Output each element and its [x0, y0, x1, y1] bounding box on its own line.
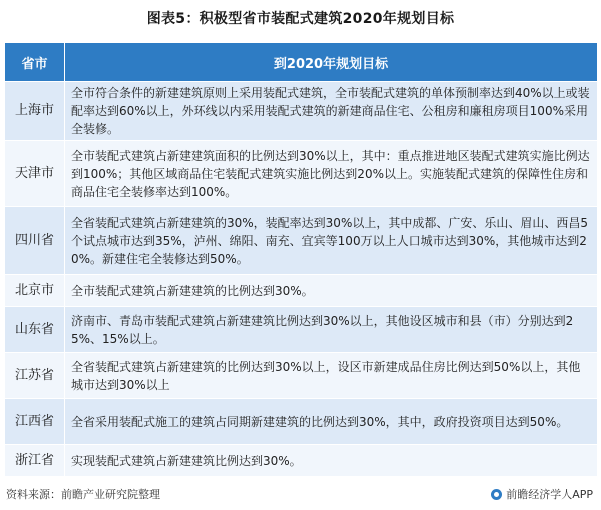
table-row [5, 82, 598, 141]
table-row [5, 353, 598, 399]
province-cell: 四川省 [5, 207, 65, 275]
province-cell: 浙江省 [5, 445, 65, 477]
target-cell: 全省装配式建筑占新建建筑的比例达到30%以上，设区市新建成品住房比例达到50%以上，其他城市达到30%以上 [65, 353, 598, 399]
target-cell: 全市装配式建筑占新建建筑面积的比例达到30%以上，其中：重点推进地区装配式建筑实施比例达到100%；其他区域商品住宅装配式建筑实施比例达到20%以上。实施装配式建筑的保障性住房和商品住宅全装修率达到100%。 [65, 141, 598, 207]
province-cell: 山东省 [5, 307, 65, 353]
table-row [5, 307, 598, 353]
target-cell: 全省采用装配式施工的建筑占同期新建建筑的比例达到30%，其中，政府投资项目达到50%。 [65, 399, 598, 445]
brand-credit [491, 486, 593, 502]
province-cell: 江西省 [5, 399, 65, 445]
table-header-row [5, 43, 598, 82]
column-header-target: 到2020年规划目标 [65, 43, 598, 82]
province-cell: 北京市 [5, 275, 65, 307]
table-row [5, 141, 598, 207]
brand-label: 前瞻经济学人APP [506, 488, 593, 501]
plan-table [4, 42, 598, 477]
target-cell: 全省装配式建筑占新建建筑的30%，装配率达到30%以上，其中成都、广安、乐山、眉山、西昌5个试点城市达到35%，泸州、绵阳、南充、宜宾等100万以上人口城市达到30%，其他城市达到20%。新建住宅全装修达到50%。 [65, 207, 598, 275]
target-cell: 济南市、青岛市装配式建筑占新建建筑比例达到30%以上，其他设区城市和县（市）分别达到25%、15%以上。 [65, 307, 598, 353]
column-header-province: 省市 [5, 43, 65, 82]
table-row [5, 445, 598, 477]
page-title: 图表5：积极型省市装配式建筑2020年规划目标 [146, 11, 455, 27]
source-note: 资料来源：前瞻产业研究院整理 [6, 488, 160, 501]
province-cell: 上海市 [5, 82, 65, 141]
target-cell: 实现装配式建筑占新建建筑比例达到30%。 [65, 445, 598, 477]
target-cell: 全市符合条件的新建建筑原则上采用装配式建筑，全市装配式建筑的单体预制率达到40%以上或装配率达到60%以上，外环线以内采用装配式建筑的新建商品住宅、公租房和廉租房项目100%采用全装修。 [65, 82, 598, 141]
table-row [5, 275, 598, 307]
table-row [5, 399, 598, 445]
province-cell: 天津市 [5, 141, 65, 207]
table-row [5, 207, 598, 275]
qianzhan-logo-icon [491, 489, 502, 500]
target-cell: 全市装配式建筑占新建建筑的比例达到30%。 [65, 275, 598, 307]
province-cell: 江苏省 [5, 353, 65, 399]
